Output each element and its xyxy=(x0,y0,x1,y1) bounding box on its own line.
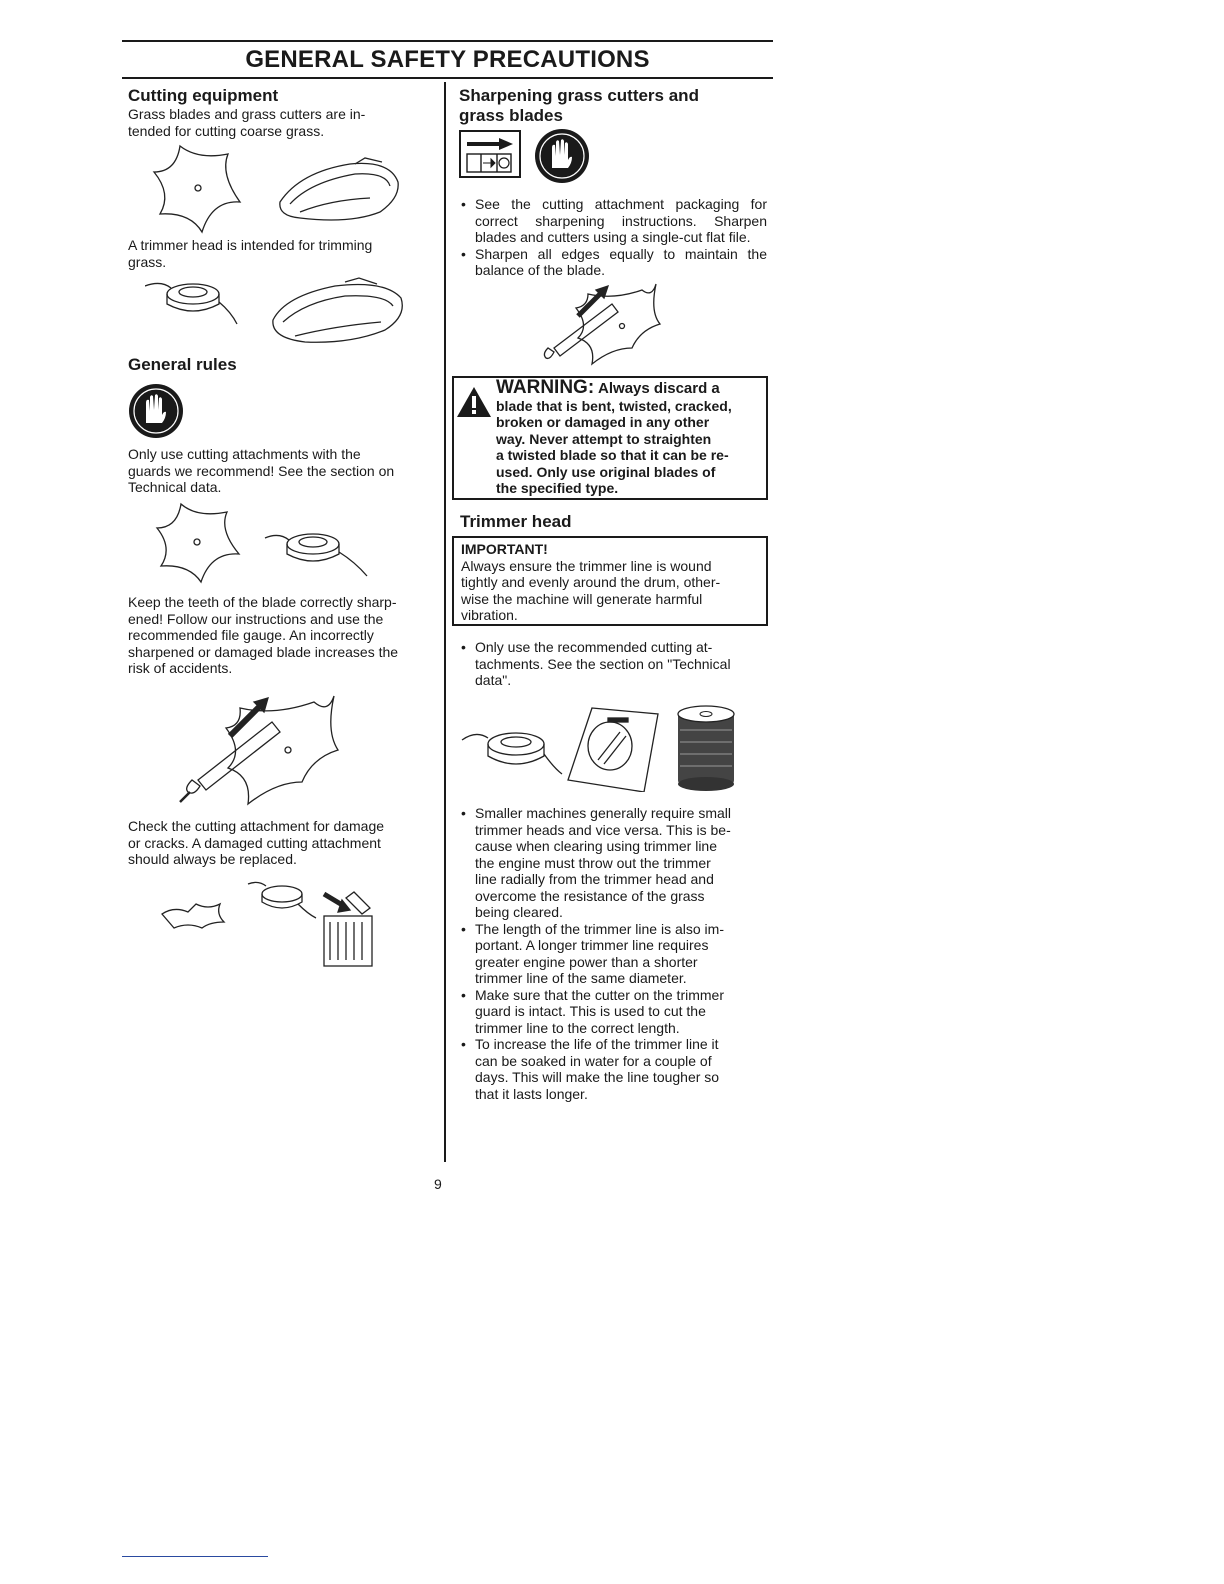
list-item: • To increase the life of the trimmer line it can be soaked in water for a couple of days. This will make the line tougher so that it lasts longer. xyxy=(455,1036,767,1102)
file-and-blade-small-figure xyxy=(538,282,672,366)
warning-text xyxy=(496,377,766,497)
important-text: Always ensure the trimmer line is wound tightly and evenly around the drum, other- wise the machine will generate harmful vibration. xyxy=(461,557,721,623)
cutting-equipment-heading: Cutting equipment xyxy=(128,86,279,105)
file-and-blade-figure xyxy=(178,692,348,808)
warning-label: WARNING: xyxy=(496,377,595,398)
column-divider xyxy=(444,82,446,1162)
warning-triangle-icon xyxy=(456,386,492,418)
blade-sharpening-text: Keep the teeth of the blade correctly sharp- ened! Follow our instructions and use the recommended file gauge. An incorrectly sharpened or damaged blade increases the risk of accidents. xyxy=(128,594,399,676)
grass-blade-figure xyxy=(150,142,410,238)
list-item: • See the cutting attachment packaging for correct sharpening instructions. Sharpen blades and cutters using a single-cut flat file. xyxy=(455,196,767,246)
cutting-equipment-text: Grass blades and grass cutters are in- tended for cutting coarse grass. xyxy=(128,106,366,139)
footer-line xyxy=(122,1556,268,1557)
trimmer-accessories-figure xyxy=(458,700,748,792)
blade-and-head-figure xyxy=(155,502,385,586)
line-spool-icon xyxy=(678,706,734,791)
title-rule xyxy=(122,77,773,79)
gloves-icon xyxy=(128,383,184,439)
trimmer-head-heading: Trimmer head xyxy=(460,512,572,531)
general-rules-heading: General rules xyxy=(128,355,237,374)
list-item: • The length of the trimmer line is also im- portant. A longer trimmer line requires greater engine power than a shorter trimmer line of the same diameter. xyxy=(455,921,767,987)
sharpening-bullets xyxy=(455,196,767,279)
page-title: GENERAL SAFETY PRECAUTIONS xyxy=(245,46,650,73)
warning-box xyxy=(452,376,768,500)
discard-figure xyxy=(158,870,388,970)
trimmer-head-figure xyxy=(145,272,415,350)
damage-check-text: Check the cutting attachment for damage or cracks. A damaged cutting attachment should always be replaced. xyxy=(128,818,385,867)
sharpening-heading: Sharpening grass cutters and grass blades xyxy=(459,86,699,125)
list-item: • Make sure that the cutter on the trimmer guard is intact. This is used to cut the trimmer line to the correct length. xyxy=(455,987,767,1037)
trimmer-head-intro-text: A trimmer head is intended for trimming grass. xyxy=(128,237,373,270)
blade-icon xyxy=(154,146,240,232)
top-rule xyxy=(122,40,773,42)
list-item: • Smaller machines generally require small trimmer heads and vice versa. This is be- cause when clearing using trimmer line the engine must throw out the trimmer line radially from the trimmer head and overcome the resistance of the grass being cleared. xyxy=(455,805,767,921)
trimmer-bullets-top xyxy=(455,639,767,689)
list-item: • Only use the recommended cutting at- tachments. See the section on "Technical data". xyxy=(455,639,767,689)
warning-lead: Always discard a xyxy=(598,380,720,397)
general-rules-text: Only use cutting attachments with the guards we recommend! See the section on Technical data. xyxy=(128,446,395,495)
list-item: • Sharpen all edges equally to maintain the balance of the blade. xyxy=(455,246,767,279)
important-label: IMPORTANT! xyxy=(461,541,548,557)
warning-body: blade that is bent, twisted, cracked, broken or damaged in any other way. Never attempt to straighten a twisted blade so that it can be re- used. Only use original blades of the specified type. xyxy=(496,397,732,496)
read-instructions-icon xyxy=(459,130,521,178)
trimmer-line-icon xyxy=(145,283,171,288)
trimmer-bullets-bottom xyxy=(455,805,767,1102)
important-box xyxy=(452,536,768,626)
trash-bin-icon xyxy=(324,916,372,966)
page-number: 9 xyxy=(434,1176,442,1192)
gloves-icon xyxy=(534,128,590,184)
